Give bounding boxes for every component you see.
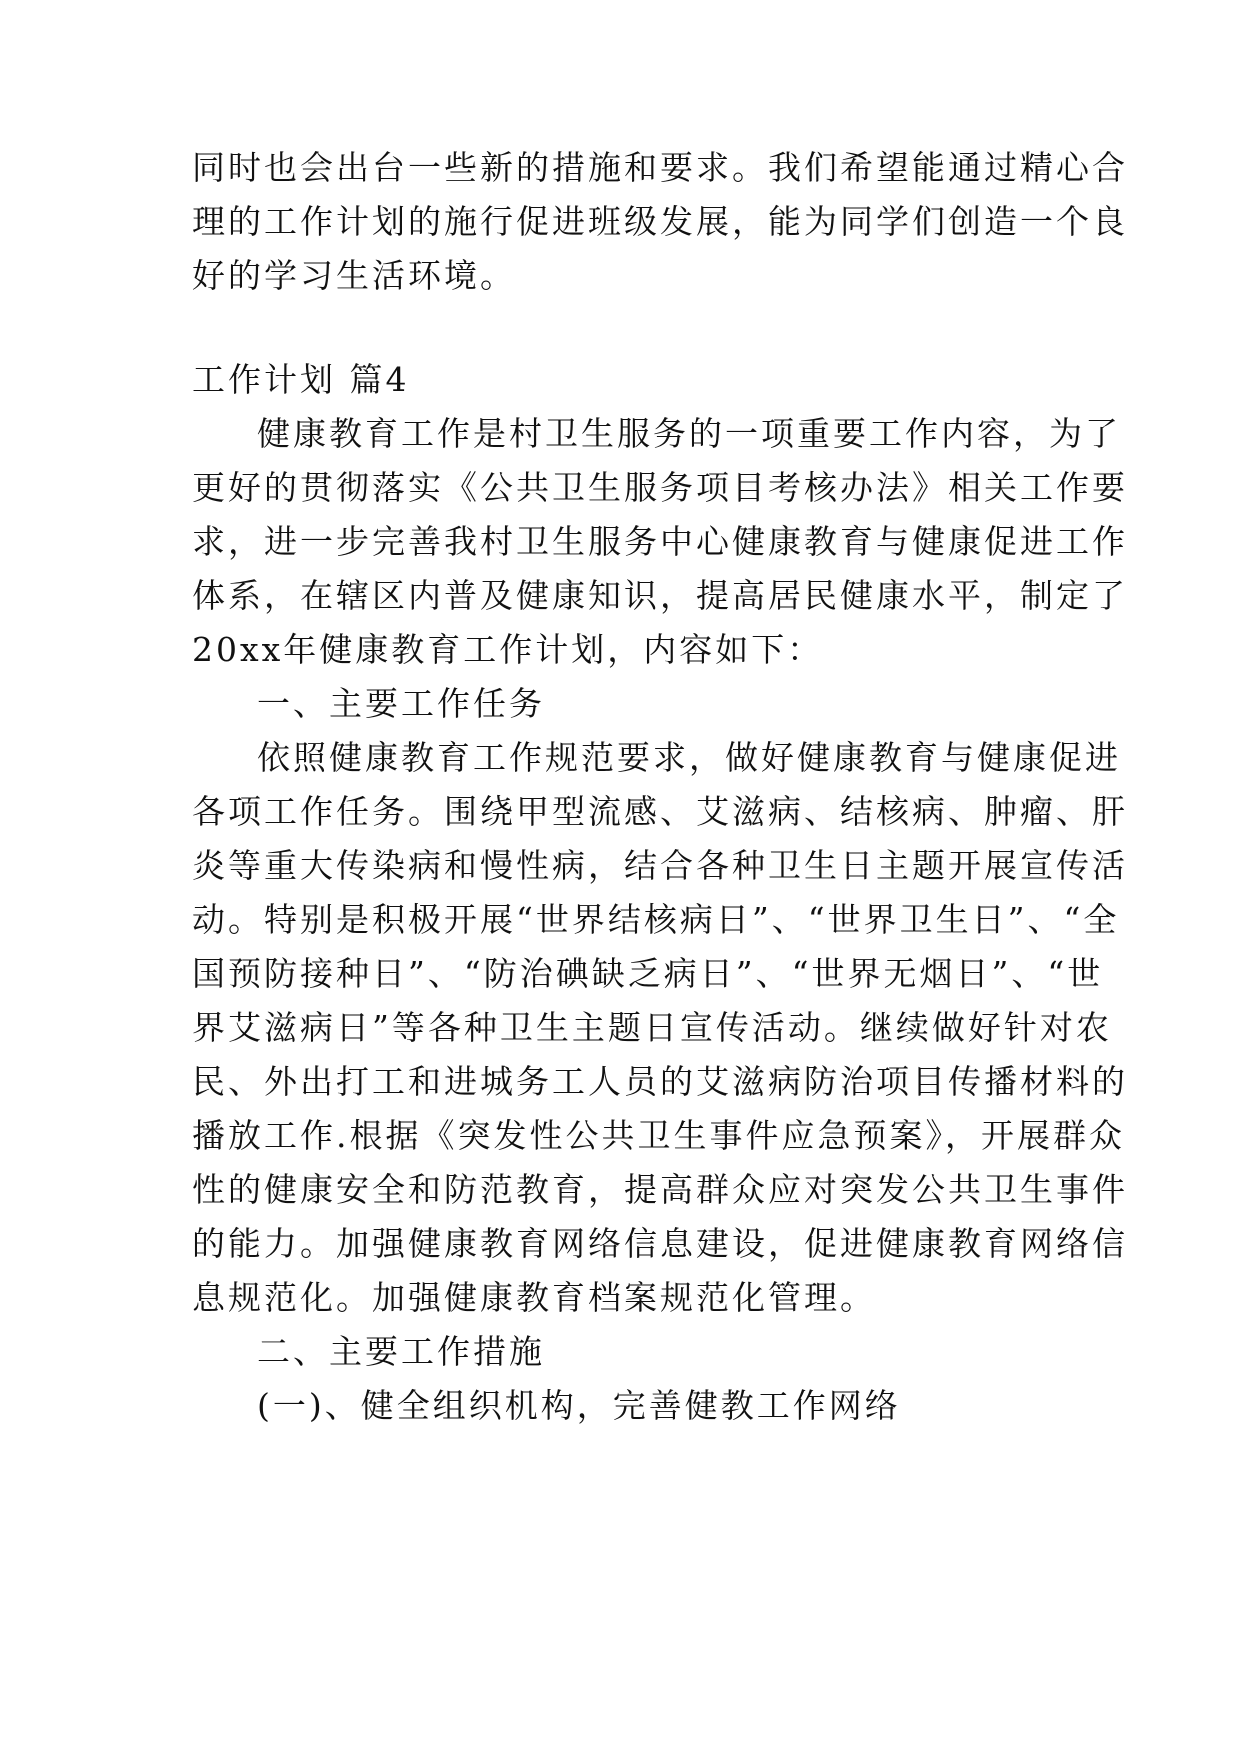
paragraph-line: 理的工作计划的施行促进班级发展，能为同学们创造一个良	[192, 202, 1128, 241]
paragraph-line: 20xx年健康教育工作计划，内容如下：	[192, 630, 824, 669]
paragraph-line: 同时也会出台一些新的措施和要求。我们希望能通过精心合	[192, 148, 1128, 187]
paragraph-line: 健康教育工作是村卫生服务的一项重要工作内容，为了	[257, 414, 1121, 453]
paragraph-line: 好的学习生活环境。	[192, 256, 516, 295]
paragraph-line: 的能力。加强健康教育网络信息建设，促进健康教育网络信	[192, 1224, 1128, 1263]
paragraph-line: 国预防接种日”、“防治碘缺乏病日”、“世界无烟日”、“世	[192, 954, 1104, 993]
paragraph-line: 界艾滋病日”等各种卫生主题日宣传活动。继续做好针对农	[192, 1008, 1112, 1047]
heading-main-tasks: 一、主要工作任务	[257, 684, 545, 723]
paragraph-line: 求，进一步完善我村卫生服务中心健康教育与健康促进工作	[192, 522, 1128, 561]
paragraph-line: 依照健康教育工作规范要求，做好健康教育与健康促进	[257, 738, 1121, 777]
sub-heading: (一)、健全组织机构，完善健教工作网络	[257, 1386, 901, 1425]
heading-main-measures: 二、主要工作措施	[257, 1332, 545, 1371]
paragraph-line: 播放工作.根据《突发性公共卫生事件应急预案》，开展群众	[192, 1116, 1125, 1155]
paragraph-line: 炎等重大传染病和慢性病，结合各种卫生日主题开展宣传活	[192, 846, 1128, 885]
paragraph-line: 动。特别是积极开展“世界结核病日”、“世界卫生日”、“全	[192, 900, 1120, 939]
paragraph-line: 民、外出打工和进城务工人员的艾滋病防治项目传播材料的	[192, 1062, 1128, 1101]
section-heading: 工作计划 篇4	[192, 360, 410, 399]
paragraph-line: 性的健康安全和防范教育，提高群众应对突发公共卫生事件	[192, 1170, 1128, 1209]
paragraph-line: 各项工作任务。围绕甲型流感、艾滋病、结核病、肿瘤、肝	[192, 792, 1128, 831]
paragraph-line: 更好的贯彻落实《公共卫生服务项目考核办法》相关工作要	[192, 468, 1128, 507]
paragraph-line: 体系，在辖区内普及健康知识，提高居民健康水平，制定了	[192, 576, 1128, 615]
paragraph-line: 息规范化。加强健康教育档案规范化管理。	[192, 1278, 876, 1317]
